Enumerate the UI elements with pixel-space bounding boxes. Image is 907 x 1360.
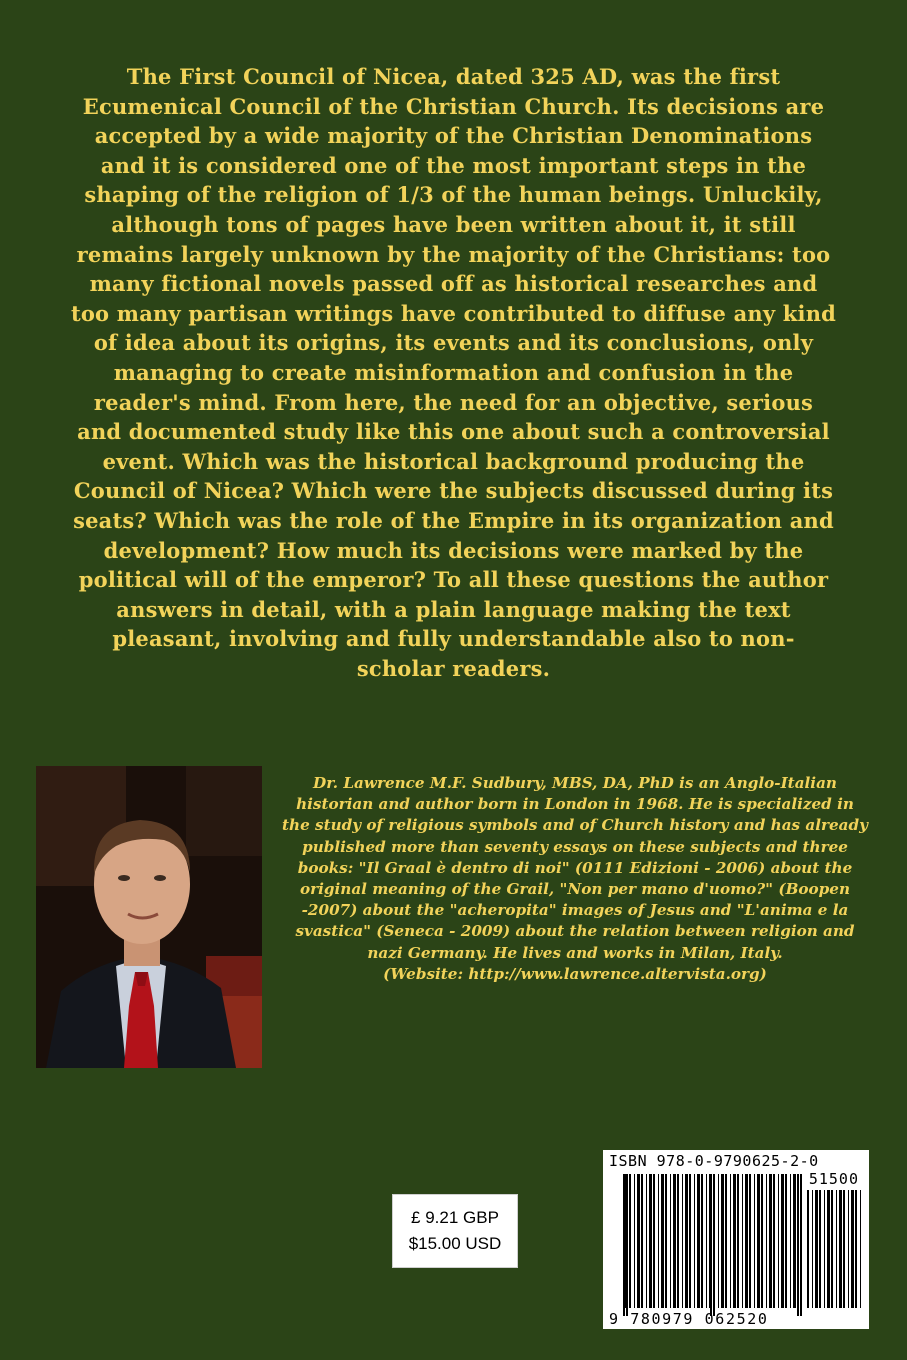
barcode-box: [603, 1150, 869, 1329]
author-bio: [280, 773, 870, 985]
price-code: 51500: [808, 1170, 859, 1188]
price-usd: $15.00 USD: [408, 1234, 502, 1253]
isbn-text: ISBN 978-0-9790625-2-0: [609, 1152, 819, 1170]
author-website: (Website: http://www.lawrence.altervista.org): [383, 964, 767, 983]
author-bio-text: Dr. Lawrence M.F. Sudbury, MBS, DA, PhD is an Anglo-Italian historian and author born in London in 1968. He is specialized in the study of religious symbols and of Church history and has already published more than seventy essays on these subjects and three books: "Il Graal è dentro di noi" (0111 Edizioni - 2006) about the original meaning of the Grail, "Non per mano d'uomo?" (Boopen -2007) about the "acheropita" images of Jesus and "L'anima e la svastica" (Seneca - 2009) about the relation between religion and nazi Germany. He lives and works in Milan, Italy.: [282, 774, 868, 962]
author-portrait-image: [36, 766, 262, 1068]
back-cover-blurb: The First Council of Nicea, dated 325 AD, was the first Ecumenical Council of the Christian Church. Its decisions are accepted by a wide majority of the Christian Denominations and it is considered one of the most important steps in the shaping of the religion of 1/3 of the human beings. Unluckily, although tons of pages have been written about it, it still remains largely unknown by the majority of the Christians: too many fictional novels passed off as historical researches and too many partisan writings have contributed to diffuse any kind of idea about its origins, its events and its conclusions, only managing to create misinformation and confusion in the reader's mind. From here, the need for an objective, serious and documented study like this one about such a controversial event. Which was the historical background producing the Council of Nicea? Which were the subjects discussed during its seats? Which was the role of the Empire in its organization and development? How much its decisions were marked by the political will of the emperor? To all these questions the author answers in detail, with a plain language making the text pleasant, involving and fully understandable also to non-scholar readers.: [70, 64, 837, 681]
author-photo: [36, 766, 262, 1068]
price-box: [392, 1194, 518, 1268]
ean-digits: 9 780979 062520: [609, 1310, 769, 1328]
price-gbp: £ 9.21 GBP: [411, 1208, 499, 1227]
